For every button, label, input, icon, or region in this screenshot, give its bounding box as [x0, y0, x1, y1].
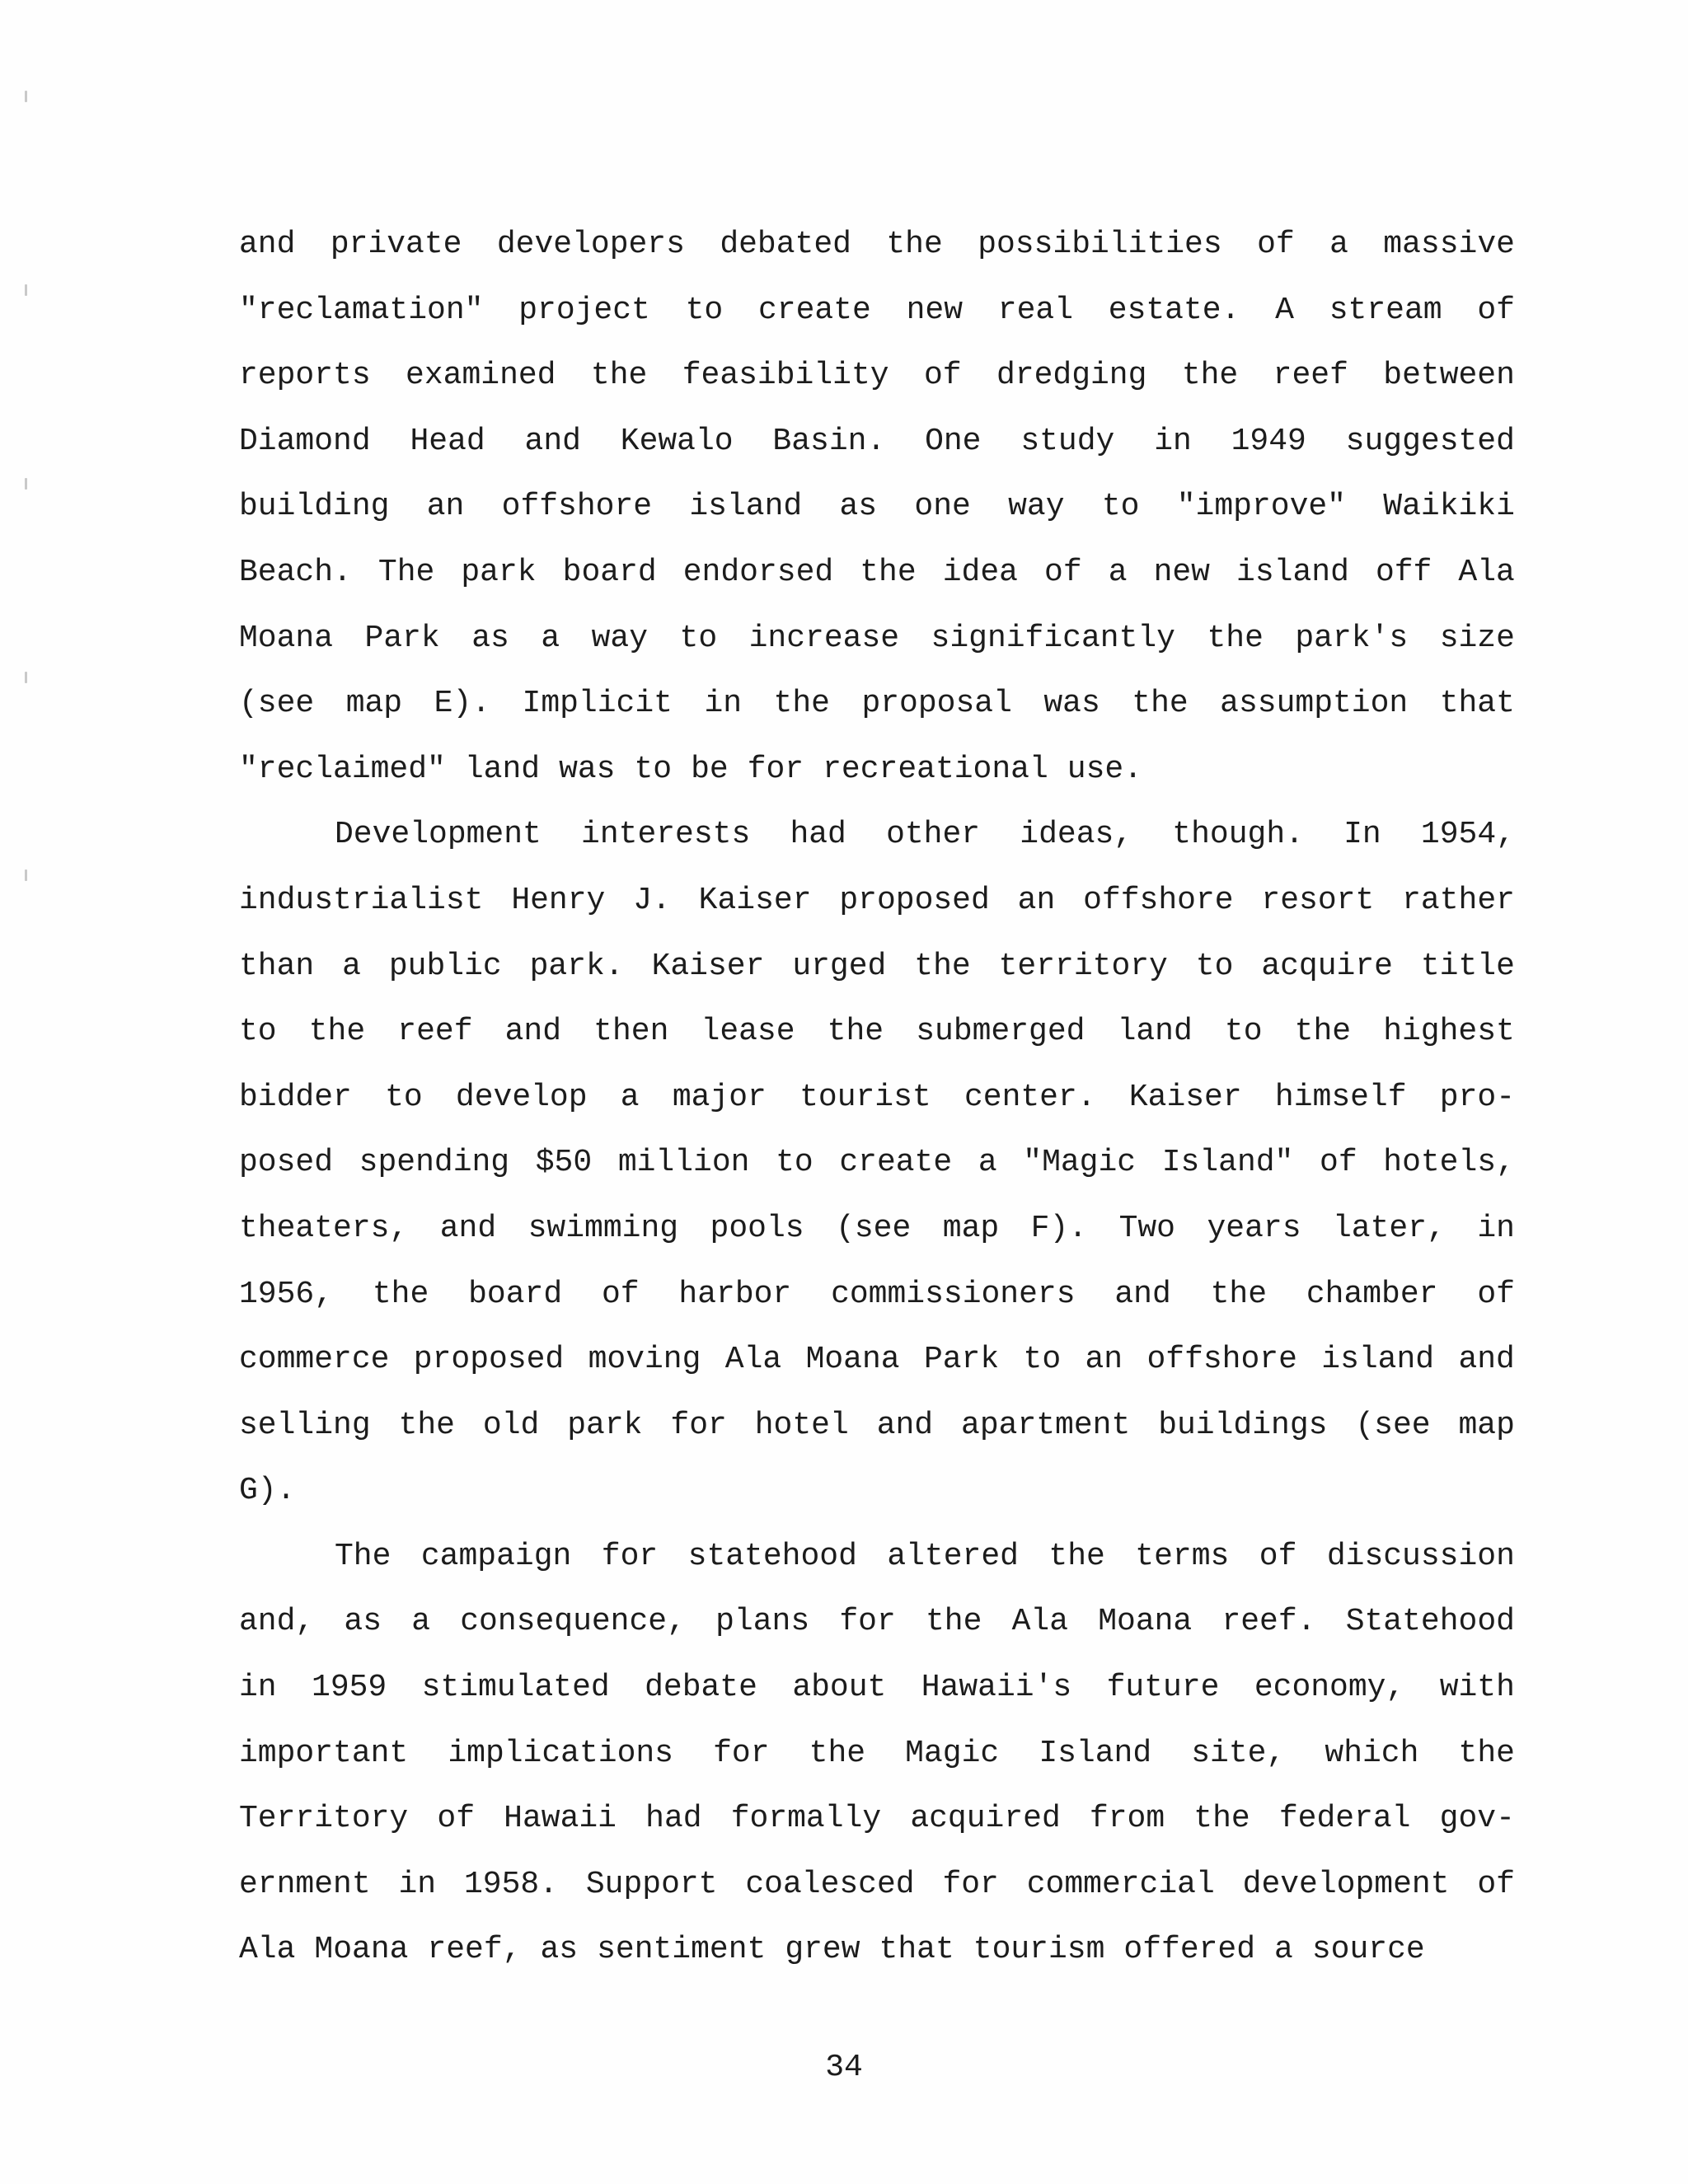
word: assumption	[1220, 686, 1409, 722]
word: and	[239, 227, 296, 262]
word: in	[1477, 1210, 1515, 1246]
word: One	[925, 423, 982, 459]
word: formally	[730, 1801, 882, 1837]
word: as	[344, 1604, 382, 1640]
word: in	[1154, 423, 1192, 459]
word: massive	[1383, 227, 1515, 262]
word: which	[1325, 1735, 1419, 1771]
word: the	[1048, 1538, 1105, 1574]
word: Moana	[805, 1342, 900, 1378]
word: the	[590, 358, 648, 394]
word: the	[1132, 686, 1189, 722]
word: Support	[585, 1866, 718, 1902]
word: though.	[1172, 817, 1304, 853]
word: had	[790, 817, 846, 853]
word: Kewalo	[620, 423, 734, 459]
word: dredging	[996, 358, 1147, 394]
word: F).	[1030, 1210, 1088, 1246]
word: The	[335, 1538, 392, 1574]
word: way	[591, 620, 649, 656]
word: ideas,	[1020, 817, 1133, 853]
word: possibilities	[978, 227, 1222, 262]
word: of	[923, 358, 962, 394]
word: offshore	[1083, 882, 1234, 918]
word: Park	[364, 620, 440, 656]
word: proposal	[861, 686, 1012, 722]
word: $50	[535, 1145, 593, 1181]
word: E).	[434, 686, 491, 722]
word: for	[601, 1538, 659, 1574]
word: endorsed	[682, 554, 834, 590]
word: commercial	[1026, 1866, 1215, 1902]
word: feasibility	[682, 358, 889, 394]
word: map	[942, 1210, 1000, 1246]
text-line	[239, 1202, 1515, 1268]
word: center.	[964, 1079, 1096, 1115]
word: old	[482, 1407, 540, 1443]
word: estate.	[1108, 292, 1240, 328]
word: G).	[239, 1473, 296, 1509]
word: of	[601, 1276, 640, 1312]
word: and	[1114, 1276, 1171, 1312]
text-line	[239, 1005, 1515, 1071]
word: selling	[239, 1407, 371, 1443]
word: then	[593, 1014, 669, 1050]
word: for	[713, 1735, 770, 1771]
word: a	[620, 1079, 640, 1115]
word: offshore	[501, 489, 653, 525]
word: a	[411, 1604, 431, 1640]
word: examined	[406, 358, 556, 394]
word: The	[377, 554, 435, 590]
word: project	[518, 292, 650, 328]
text-line	[239, 940, 1515, 1006]
word: of	[1477, 1276, 1515, 1312]
word: create	[758, 292, 871, 328]
word: debate	[645, 1670, 757, 1706]
word: campaign	[420, 1538, 572, 1574]
word: harbor	[678, 1276, 792, 1312]
word: reef	[397, 1014, 473, 1050]
word: suggested	[1345, 423, 1515, 459]
word: of	[1477, 292, 1515, 328]
text-line	[239, 1858, 1515, 1924]
word: consequence,	[460, 1604, 686, 1640]
word: board	[468, 1276, 563, 1312]
word: island	[1321, 1342, 1435, 1378]
word: Island"	[1161, 1145, 1294, 1181]
word: posed	[239, 1145, 334, 1181]
text-line	[239, 1333, 1515, 1399]
word: to	[776, 1145, 814, 1181]
word: off	[1375, 554, 1432, 590]
word: coalesced	[745, 1866, 915, 1902]
word: an	[1085, 1342, 1123, 1378]
word: Waikiki	[1383, 489, 1515, 525]
word: the	[827, 1014, 884, 1050]
word: lease	[701, 1014, 795, 1050]
word: to	[385, 1079, 423, 1115]
word: rather	[1402, 882, 1515, 918]
text-line	[239, 349, 1515, 415]
word: island	[689, 489, 803, 525]
word: had	[645, 1801, 702, 1837]
word: important	[239, 1735, 409, 1771]
word: as	[540, 1932, 579, 1968]
word: debated	[720, 227, 851, 262]
word: use.	[1067, 751, 1142, 787]
word: Diamond	[239, 423, 371, 459]
word: years	[1207, 1210, 1301, 1246]
word: the	[914, 948, 971, 984]
scan-margin-mark	[25, 672, 27, 683]
word: an	[426, 489, 465, 525]
word: for	[839, 1604, 896, 1640]
word: map	[345, 686, 403, 722]
word: study	[1020, 423, 1115, 459]
word: Kaiser	[651, 948, 765, 984]
word: Island	[1039, 1735, 1152, 1771]
word: map	[1458, 1407, 1515, 1443]
word: Kaiser	[1128, 1079, 1242, 1115]
word: Two	[1118, 1210, 1175, 1246]
word: as	[471, 620, 509, 656]
word: grew	[785, 1932, 860, 1968]
word: Moana	[239, 620, 334, 656]
word: altered	[887, 1538, 1019, 1574]
word: for	[670, 1407, 727, 1443]
word: Development	[335, 817, 542, 853]
word: Moana	[314, 1932, 409, 1968]
word: Statehood	[1345, 1604, 1515, 1640]
page-number: 34	[825, 2050, 863, 2085]
word: gov-	[1439, 1801, 1515, 1837]
text-line	[239, 1071, 1515, 1137]
word: the	[308, 1014, 366, 1050]
scan-margin-mark	[25, 284, 27, 296]
text-line	[239, 218, 1515, 284]
word: major	[672, 1079, 767, 1115]
text-line	[239, 612, 1515, 678]
word: private	[330, 227, 462, 262]
word: 1956,	[239, 1276, 334, 1312]
word: in	[239, 1670, 277, 1706]
word: the	[1181, 358, 1239, 394]
text-line	[239, 743, 1515, 809]
word: the	[860, 554, 917, 590]
word: chamber	[1306, 1276, 1438, 1312]
word: reef.	[1221, 1604, 1316, 1640]
word: a	[541, 620, 560, 656]
word: of	[1259, 1538, 1297, 1574]
word: million	[617, 1145, 750, 1181]
word: Moana	[1098, 1604, 1193, 1640]
word: real	[997, 292, 1073, 328]
word: proposed	[413, 1342, 565, 1378]
word: a	[1329, 227, 1348, 262]
word: new	[1153, 554, 1210, 590]
text-line	[239, 1793, 1515, 1858]
text-line	[239, 1596, 1515, 1661]
word: Park	[923, 1342, 1000, 1378]
text-line	[239, 874, 1515, 940]
word: submerged	[916, 1014, 1085, 1050]
word: sentiment	[597, 1932, 767, 1968]
word: one	[914, 489, 971, 525]
word: tourism	[973, 1932, 1105, 1968]
scan-margin-mark	[25, 91, 27, 102]
word: ernment	[239, 1866, 371, 1902]
word: building	[239, 489, 390, 525]
word: Magic	[905, 1735, 1000, 1771]
word: increase	[748, 620, 900, 656]
word: development	[1242, 1866, 1450, 1902]
word: Beach.	[239, 554, 352, 590]
word: the	[809, 1735, 866, 1771]
word: of	[437, 1801, 475, 1837]
word: was	[1043, 686, 1100, 722]
word: Implicit	[522, 686, 673, 722]
word: public	[388, 948, 502, 984]
word: a	[1274, 1932, 1293, 1968]
word: park	[567, 1407, 643, 1443]
word: and	[876, 1407, 934, 1443]
word: and	[504, 1014, 562, 1050]
word: park.	[529, 948, 624, 984]
word: Ala	[724, 1342, 782, 1378]
text-line	[239, 1268, 1515, 1334]
word: Kaiser	[698, 882, 812, 918]
word: to	[239, 1014, 277, 1050]
word: other	[886, 817, 981, 853]
word: the	[1210, 1276, 1268, 1312]
word: "reclaimed"	[239, 751, 446, 787]
word: apartment	[961, 1407, 1131, 1443]
word: spending	[359, 1145, 510, 1181]
word: J.	[633, 882, 671, 918]
word: that	[1439, 686, 1515, 722]
word: proposed	[839, 882, 990, 918]
word: than	[239, 948, 315, 984]
text-line	[239, 480, 1515, 546]
word: to	[679, 620, 718, 656]
word: of	[1477, 1866, 1515, 1902]
word: a	[1108, 554, 1128, 590]
word: site,	[1191, 1735, 1286, 1771]
word: resort	[1261, 882, 1375, 918]
word: tourist	[799, 1079, 931, 1115]
word: to	[1101, 489, 1140, 525]
word: park's	[1295, 620, 1409, 656]
word: later,	[1333, 1210, 1446, 1246]
text-line	[239, 284, 1515, 350]
word: 1958.	[463, 1866, 558, 1902]
word: to	[1023, 1342, 1062, 1378]
word: "improve"	[1176, 489, 1346, 525]
word: a	[978, 1145, 997, 1181]
text-line	[239, 1924, 1515, 1990]
word: the	[1458, 1735, 1515, 1771]
word: "Magic	[1023, 1145, 1137, 1181]
word: in	[704, 686, 743, 722]
text-line	[239, 1727, 1515, 1793]
word: the	[1294, 1014, 1352, 1050]
scan-margin-mark	[25, 478, 27, 490]
word: land	[464, 751, 541, 787]
word: Head	[410, 423, 485, 459]
word: the	[1207, 620, 1264, 656]
word: source	[1311, 1932, 1425, 1968]
word: reef	[1273, 358, 1348, 394]
word: statehood	[687, 1538, 857, 1574]
word: swimming	[528, 1210, 679, 1246]
word: from	[1089, 1801, 1165, 1837]
word: was	[559, 751, 616, 787]
word: stream	[1329, 292, 1442, 328]
word: commerce	[239, 1342, 390, 1378]
word: future	[1106, 1670, 1220, 1706]
word: Hawaii	[504, 1801, 617, 1837]
word: (see	[239, 686, 315, 722]
word: pools	[710, 1210, 804, 1246]
text-line	[239, 1465, 1515, 1530]
word: title	[1420, 948, 1515, 984]
text-line	[239, 677, 1515, 743]
word: terms	[1135, 1538, 1230, 1574]
word: discussion	[1326, 1538, 1515, 1574]
word: to	[634, 751, 673, 787]
word: about	[792, 1670, 887, 1706]
word: Henry	[511, 882, 606, 918]
word: a	[342, 948, 361, 984]
word: recreational	[823, 751, 1048, 787]
body-text	[239, 218, 1515, 1990]
word: interests	[581, 817, 751, 853]
text-line	[239, 415, 1515, 481]
word: 1959	[312, 1670, 387, 1706]
word: "reclamation"	[239, 292, 484, 328]
word: and	[1458, 1342, 1515, 1378]
word: of	[1044, 554, 1082, 590]
word: with	[1439, 1670, 1515, 1706]
text-line	[239, 1137, 1515, 1202]
word: as	[839, 489, 878, 525]
word: new	[906, 292, 964, 328]
word: hotels,	[1383, 1145, 1515, 1181]
scan-margin-mark	[25, 869, 27, 881]
word: Basin.	[772, 423, 886, 459]
text-line	[239, 808, 1515, 874]
word: plans	[715, 1604, 810, 1640]
word: economy,	[1254, 1670, 1405, 1706]
word: significantly	[931, 620, 1175, 656]
word: himself	[1274, 1079, 1407, 1115]
word: in	[398, 1866, 437, 1902]
word: to	[1195, 948, 1234, 984]
word: commissioners	[831, 1276, 1076, 1312]
word: Ala	[1011, 1604, 1069, 1640]
word: 1954,	[1420, 817, 1515, 853]
word: Ala	[239, 1932, 296, 1968]
word: the	[372, 1276, 429, 1312]
word: for	[747, 751, 804, 787]
word: and	[439, 1210, 497, 1246]
word: (see	[836, 1210, 912, 1246]
text-line	[239, 1530, 1515, 1596]
word: board	[562, 554, 657, 590]
word: pro-	[1439, 1079, 1515, 1115]
word: the	[1193, 1801, 1250, 1837]
word: buildings	[1158, 1407, 1328, 1443]
word: develop	[455, 1079, 588, 1115]
word: way	[1008, 489, 1065, 525]
text-line	[239, 1399, 1515, 1465]
word: offshore	[1146, 1342, 1297, 1378]
word: highest	[1383, 1014, 1515, 1050]
word: offered	[1123, 1932, 1256, 1968]
word: reef,	[427, 1932, 522, 1968]
word: land	[1117, 1014, 1193, 1050]
word: the	[925, 1604, 982, 1640]
word: (see	[1355, 1407, 1431, 1443]
word: theaters,	[239, 1210, 409, 1246]
word: of	[1257, 227, 1295, 262]
word: federal	[1278, 1801, 1411, 1837]
word: and	[524, 423, 581, 459]
word: an	[1017, 882, 1056, 918]
word: hotel	[754, 1407, 849, 1443]
word: to	[1224, 1014, 1263, 1050]
word: developers	[496, 227, 685, 262]
word: In	[1343, 817, 1381, 853]
word: acquired	[910, 1801, 1061, 1837]
word: reports	[239, 358, 371, 394]
word: the	[773, 686, 830, 722]
word: be	[691, 751, 729, 787]
word: park	[461, 554, 537, 590]
word: that	[879, 1932, 954, 1968]
word: industrialist	[239, 882, 484, 918]
word: idea	[942, 554, 1018, 590]
word: A	[1275, 292, 1294, 328]
word: the	[398, 1407, 455, 1443]
word: between	[1383, 358, 1515, 394]
word: create	[839, 1145, 953, 1181]
word: Territory	[239, 1801, 409, 1837]
word: acquire	[1261, 948, 1393, 984]
word: Ala	[1458, 554, 1515, 590]
word: bidder	[239, 1079, 352, 1115]
word: urged	[792, 948, 887, 984]
word: moving	[588, 1342, 701, 1378]
word: for	[942, 1866, 999, 1902]
text-line	[239, 546, 1515, 612]
word: the	[886, 227, 943, 262]
word: 1949	[1231, 423, 1306, 459]
word: stimulated	[421, 1670, 610, 1706]
text-line	[239, 1661, 1515, 1727]
word: implications	[448, 1735, 673, 1771]
word: to	[685, 292, 724, 328]
word: island	[1236, 554, 1349, 590]
word: territory	[998, 948, 1168, 984]
word: size	[1439, 620, 1515, 656]
word: of	[1320, 1145, 1357, 1181]
word: Hawaii's	[921, 1670, 1072, 1706]
word: and,	[239, 1604, 315, 1640]
